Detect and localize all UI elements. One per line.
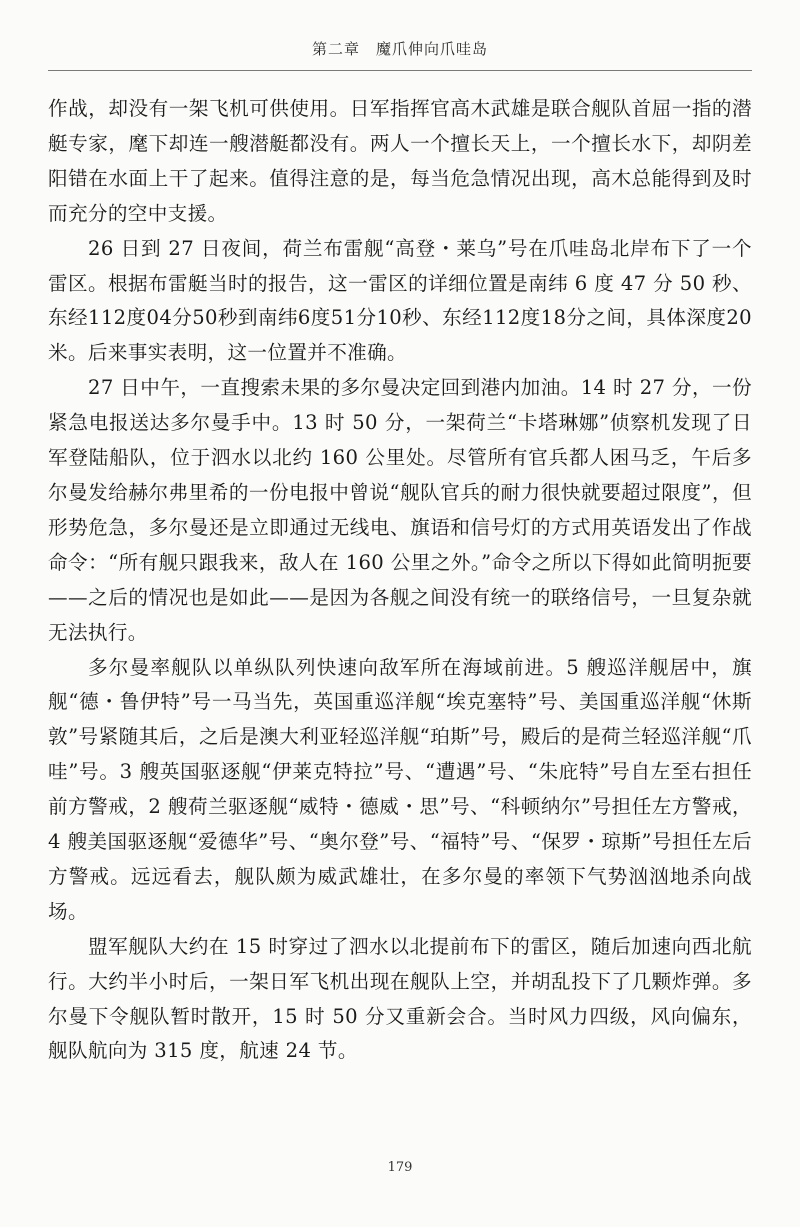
paragraph-3: 27 日中午，一直搜索未果的多尔曼决定回到港内加油。14 时 27 分，一份紧急电报送达多尔曼手中。13 时 50 分，一架荷兰“卡塔琳娜”侦察机发现了日军登陆船队，位于泗水以北约 160 公里处。尽管所有官兵都人困马乏，午后多尔曼发给赫尔弗里希的一份电报中曾说“舰队官兵的耐力很快就要超过限度”，但形势危急，多尔曼还是立即通过无线电、旗语和信号灯的方式用英语发出了作战命令：“所有舰只跟我来，敌人在 160 公里之外。”命令之所以下得如此简明扼要——之后的情况也是如此——是因为各舰之间没有统一的联络信号，一旦复杂就无法执行。 xyxy=(48,376,752,644)
paragraph-2: 26 日到 27 日夜间，荷兰布雷舰“高登・莱乌”号在爪哇岛北岸布下了一个雷区。根据布雷艇当时的报告，这一雷区的详细位置是南纬 6 度 47 分 50 秒、东经112度04分50秒到南纬6度51分10秒、东经112度18分之间，具体深度20米。后来事实表明，这一位置并不准确。 xyxy=(48,236,752,365)
body-text xyxy=(48,92,752,1069)
running-head: 第二章 魔爪伸向爪哇岛 xyxy=(311,40,488,58)
paragraph-5: 盟军舰队大约在 15 时穿过了泗水以北提前布下的雷区，随后加速向西北航行。大约半小时后，一架日军飞机出现在舰队上空，并胡乱投下了几颗炸弹。多尔曼下令舰队暂时散开，15 时 50 分又重新会合。当时风力四级，风向偏东，舰队航向为 315 度，航速 24 节。 xyxy=(48,934,752,1063)
page-number: 179 xyxy=(387,1160,413,1175)
header-rule xyxy=(48,70,752,71)
paragraph-1: 作战，却没有一架飞机可供使用。日军指挥官高木武雄是联合舰队首屈一指的潜艇专家，麾下却连一艘潜艇都没有。两人一个擅长天上，一个擅长水下，却阴差阳错在水面上干了起来。值得注意的是，每当危急情况出现，高木总能得到及时而充分的空中支援。 xyxy=(48,97,752,225)
paragraph-4: 多尔曼率舰队以单纵队列快速向敌军所在海域前进。5 艘巡洋舰居中，旗舰“德・鲁伊特”号一马当先，英国重巡洋舰“埃克塞特”号、美国重巡洋舰“休斯敦”号紧随其后，之后是澳大利亚轻巡洋舰“珀斯”号，殿后的是荷兰轻巡洋舰“爪哇”号。3 艘英国驱逐舰“伊莱克特拉”号、“遭遇”号、“朱庇特”号自左至右担任前方警戒，2 艘荷兰驱逐舰“威特・德威・思”号、“科顿纳尔”号担任左方警戒，4 艘美国驱逐舰“爱德华”号、“奥尔登”号、“福特”号、“保罗・琼斯”号担任左后方警戒。远远看去，舰队颇为威武雄壮，在多尔曼的率领下气势汹汹地杀向战场。 xyxy=(48,655,752,923)
